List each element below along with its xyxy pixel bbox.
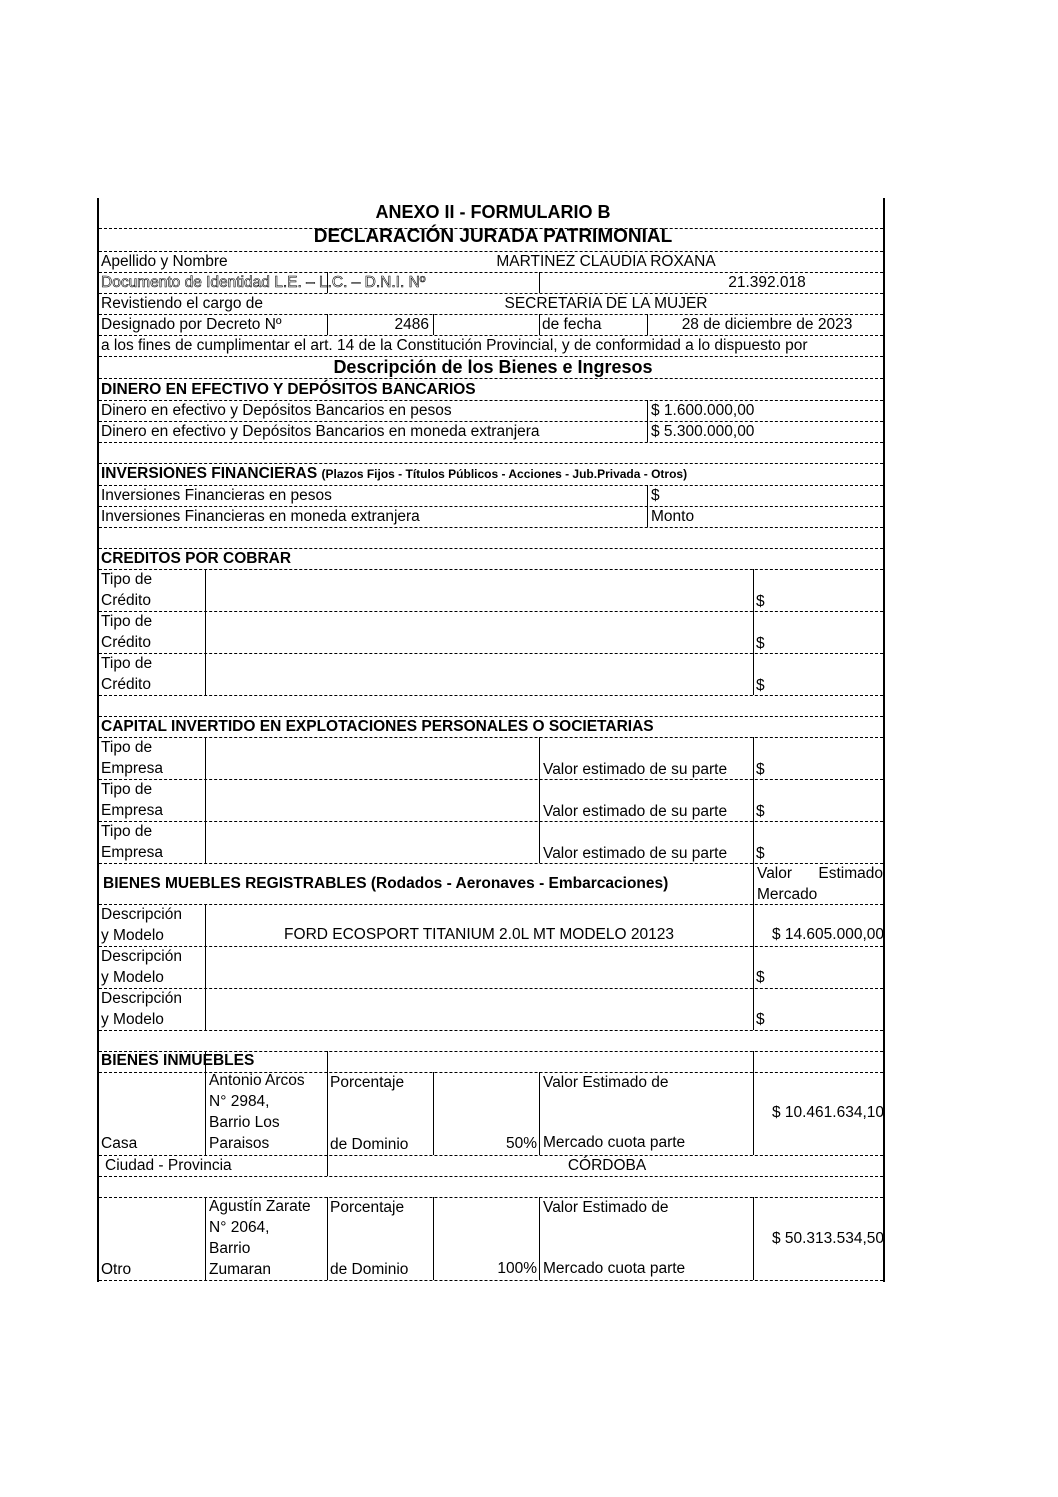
movables-heading: BIENES MUEBLES REGISTRABLES (Rodados - Aeronaves - Embarcaciones) [103,875,669,892]
investments-heading-note: (Plazos Fijos - Títulos Públicos - Acciones - Jub.Privada - Otros) [321,467,688,481]
movables-value-header: Mercado [757,886,818,903]
property-percent: 100% [497,1260,537,1277]
cash-value-foreign: $ 5.300.000,00 [651,423,755,440]
property-percent: 50% [505,1135,537,1152]
company-value-label: Valor estimado de su parte [543,761,728,778]
property-value-label: Valor Estimado de [543,1199,669,1216]
capital-heading: CAPITAL INVERTIDO EN EXPLOTACIONES PERSONALES O SOCIETARIAS [101,718,654,735]
credit-type-label: Crédito [101,676,151,693]
vehicle-value: $ [756,969,765,986]
credit-type-label: Tipo de [101,655,153,672]
form-title: ANEXO II - FORMULARIO B [375,202,611,222]
city-label: Ciudad - Provincia [105,1157,232,1174]
property-value-label: Mercado cuota parte [543,1134,686,1151]
property-percent-label: Porcentaje [330,1199,405,1216]
cash-heading: DINERO EN EFECTIVO Y DEPÓSITOS BANCARIOS [101,381,476,398]
company-value: $ [756,845,765,862]
property-address-line: Barrio [209,1240,251,1257]
property-address-line: Paraisos [209,1135,270,1152]
position-label: Revistiendo el cargo de [101,295,263,312]
real-estate-heading: BIENES INMUEBLES [101,1052,255,1069]
credit-type-label: Crédito [101,634,151,651]
investments-heading: INVERSIONES FINANCIERAS [101,465,318,482]
company-type-label: Tipo de [101,781,153,798]
vehicle-value: $ [756,1011,765,1028]
property-type: Casa [101,1135,138,1152]
company-type-label: Tipo de [101,823,153,840]
credit-value: $ [756,677,765,694]
credit-value: $ [756,635,765,652]
property-value-label: Mercado cuota parte [543,1260,686,1277]
property-value: $ 50.313.534,50 [771,1230,884,1247]
date-value: 28 de diciembre de 2023 [681,316,853,333]
property-address-line: Antonio Arcos [209,1072,305,1089]
investments-label-pesos: Inversiones Financieras en pesos [101,487,332,504]
company-type-label: Tipo de [101,739,153,756]
document-label: Documento de Identidad L.E. – L.C. – D.N.I. Nº [101,274,426,291]
investments-heading-line [101,464,687,484]
company-value: $ [756,803,765,820]
vehicle-description: FORD ECOSPORT TITANIUM 2.0L MT MODELO 20123 [284,926,674,943]
declaration-form [97,198,885,1282]
property-percent-label: de Dominio [330,1261,409,1278]
movables-value-header: Estimado [818,865,883,882]
property-address-line: N° 2984, [209,1093,270,1110]
name-label: Apellido y Nombre [101,253,228,270]
property-address-line: Agustín Zarate [209,1198,311,1215]
decree-label: Designado por Decreto Nº [101,316,282,333]
assets-title: Descripción de los Bienes e Ingresos [333,357,653,377]
purpose-text: a los fines de cumplimentar el art. 14 de la Constitución Provincial, y de conformidad a lo dispuesto por [101,337,808,354]
credits-heading: CREDITOS POR COBRAR [101,550,292,567]
property-value: $ 10.461.634,10 [771,1104,884,1121]
movables-value-header: Valor [757,865,793,882]
company-value-label: Valor estimado de su parte [543,803,728,820]
vehicle-desc-label: Descripción [101,990,182,1007]
company-type-label: Empresa [101,802,164,819]
credit-type-label: Crédito [101,592,151,609]
city-value: CÓRDOBA [567,1157,647,1174]
cash-label-pesos: Dinero en efectivo y Depósitos Bancarios en pesos [101,402,452,419]
decree-value: 2486 [394,316,429,333]
investments-value-foreign: Monto [651,508,695,525]
property-address-line: N° 2064, [209,1219,270,1236]
credit-value: $ [756,593,765,610]
credit-type-label: Tipo de [101,571,153,588]
vehicle-desc-label: y Modelo [101,969,164,986]
property-address-line: Barrio Los [209,1114,280,1131]
date-label: de fecha [542,316,602,333]
investments-label-foreign: Inversiones Financieras en moneda extranjera [101,508,420,525]
property-type: Otro [101,1261,132,1278]
property-address-line: Zumaran [209,1261,272,1278]
company-type-label: Empresa [101,760,164,777]
company-value: $ [756,761,765,778]
vehicle-desc-label: Descripción [101,948,182,965]
company-value-label: Valor estimado de su parte [543,845,728,862]
vehicle-value: $ 14.605.000,00 [771,926,884,943]
document-value: 21.392.018 [728,274,806,291]
name-value: MARTINEZ CLAUDIA ROXANA [496,253,716,270]
cash-label-foreign: Dinero en efectivo y Depósitos Bancarios en moneda extranjera [101,423,540,440]
cash-value-pesos: $ 1.600.000,00 [651,402,755,419]
property-percent-label: de Dominio [330,1136,409,1153]
property-percent-label: Porcentaje [330,1074,405,1091]
credit-type-label: Tipo de [101,613,153,630]
investments-value-pesos: $ [651,487,660,504]
property-value-label: Valor Estimado de [543,1074,669,1091]
vehicle-desc-label: y Modelo [101,927,164,944]
company-type-label: Empresa [101,844,164,861]
vehicle-desc-label: y Modelo [101,1011,164,1028]
vehicle-desc-label: Descripción [101,906,182,923]
position-value: SECRETARIA DE LA MUJER [504,295,708,312]
form-subtitle: DECLARACIÓN JURADA PATRIMONIAL [313,226,673,247]
